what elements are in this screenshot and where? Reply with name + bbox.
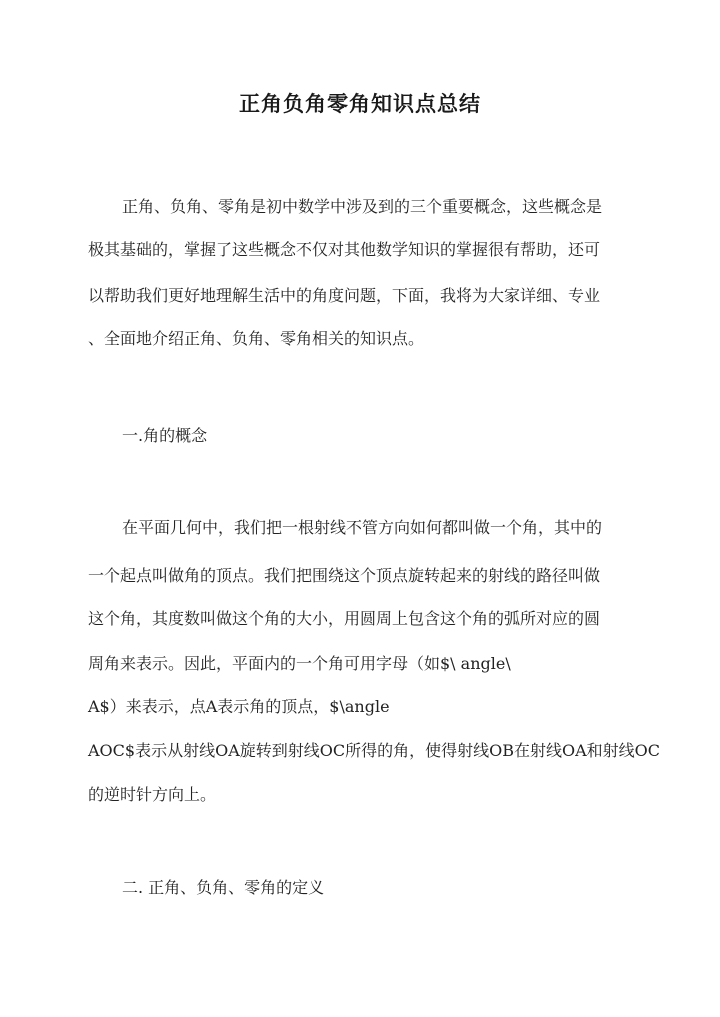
section1-line-3: 这个角，其度数叫做这个角的大小，用圆周上包含这个角的弧所对应的圆 <box>88 609 601 628</box>
section1-line-5: A$）来表示，点A表示角的顶点，$\angle <box>88 697 390 716</box>
document-title: 正角负角零角知识点总结 <box>239 91 481 116</box>
intro-line-1: 正角、负角、零角是初中数学中涉及到的三个重要概念，这些概念是 <box>122 197 603 216</box>
intro-line-3: 以帮助我们更好地理解生活中的角度问题，下面，我将为大家详细、专业 <box>88 286 601 305</box>
section1-line-6: AOC$表示从射线OA旋转到射线OC所得的角，使得射线OB在射线OA和射线OC <box>88 741 661 760</box>
section1-line-4: 周角来表示。因此，平面内的一个角可用字母（如$\ angle\ <box>88 654 511 673</box>
section1-heading: 一.角的概念 <box>122 426 208 445</box>
intro-line-4: 、全面地介绍正角、负角、零角相关的知识点。 <box>88 329 425 348</box>
intro-line-2: 极其基础的，掌握了这些概念不仅对其他数学知识的掌握很有帮助，还可 <box>88 240 601 259</box>
section1-line-7: 的逆时针方向上。 <box>88 785 217 804</box>
section1-line-2: 一个起点叫做角的顶点。我们把围绕这个顶点旋转起来的射线的路径叫做 <box>88 566 601 585</box>
section2-heading: 二. 正角、负角、零角的定义 <box>122 878 325 897</box>
section1-line-1: 在平面几何中，我们把一根射线不管方向如何都叫做一个角，其中的 <box>122 518 603 537</box>
